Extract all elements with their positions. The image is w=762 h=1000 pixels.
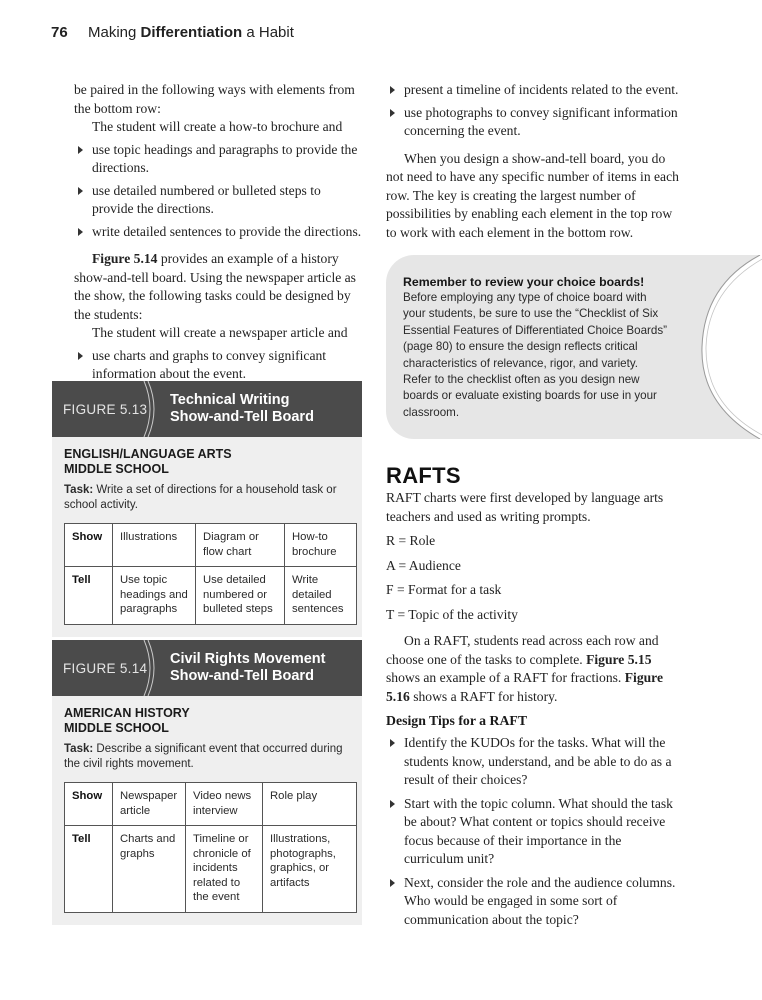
- list-item: Identify the KUDOs for the tasks. What will the students know, understand, and be able to do as a result of their choices?: [386, 734, 684, 790]
- row-header: Tell: [65, 826, 113, 913]
- list-item: use topic headings and paragraphs to provide the directions.: [74, 141, 364, 178]
- table-row: [65, 783, 357, 826]
- list-item: present a timeline of incidents related to the event.: [386, 81, 684, 100]
- table-cell: How-to brochure: [285, 524, 357, 567]
- bullet-icon: [78, 228, 83, 236]
- rafts-intro: RAFT charts were first developed by language arts teachers and used as writing prompts.: [386, 490, 664, 524]
- newspaper-task-list: [74, 347, 364, 384]
- figure-task: Task: Write a set of directions for a household task or school activity.: [64, 484, 337, 511]
- show-and-tell-table: [64, 782, 357, 913]
- figure-reference: Figure 5.16: [386, 670, 663, 704]
- figure-label: FIGURE 5.14: [63, 660, 148, 676]
- right-column-top: [386, 81, 684, 242]
- figure-label: FIGURE 5.13: [63, 401, 148, 417]
- bullet-icon: [78, 146, 83, 154]
- lead-in-brochure: The student will create a how-to brochure and: [92, 119, 343, 134]
- running-header: [51, 24, 294, 41]
- bullet-icon: [390, 739, 395, 747]
- figure-title: Civil Rights Movement Show-and-Tell Board: [170, 651, 326, 684]
- decorative-arc-icon: [694, 255, 762, 439]
- row-header: Tell: [65, 567, 113, 625]
- rafts-section: [386, 463, 684, 933]
- table-cell: Use detailed numbered or bulleted steps: [196, 567, 285, 625]
- table-cell: Use topic headings and paragraphs: [113, 567, 196, 625]
- definition-topic: T = Topic of the activity: [386, 606, 518, 622]
- intro-paragraph: be paired in the following ways with elements from the bottom row:: [74, 82, 355, 116]
- table-row: [65, 524, 357, 567]
- figure-reference: Figure 5.14: [92, 251, 158, 266]
- page-number: 76: [51, 24, 68, 41]
- table-cell: Video news interview: [186, 783, 263, 826]
- definition-audience: A = Audience: [386, 557, 461, 573]
- list-item: Next, consider the role and the audience columns. Who would be engaged in some sort of communication about the topic?: [386, 874, 684, 930]
- bracket-arc-icon: [140, 640, 164, 696]
- table-cell: Timeline or chronicle of incidents related to the event: [186, 826, 263, 913]
- table-cell: Charts and graphs: [113, 826, 186, 913]
- bullet-icon: [78, 187, 83, 195]
- figure-514-paragraph: Figure 5.14 provides an example of a history show-and-tell board. Using the newspaper article as the show, the following tasks could be designed by the students:: [74, 251, 356, 322]
- figure-5-13: [52, 381, 362, 637]
- section-heading: RAFTS: [386, 463, 461, 488]
- design-paragraph: When you design a show-and-tell board, you do not need to have any specific number of items in each row. The key is creating the largest number of possibilities by enabling each element in the top row to work with each element in the bottom row.: [386, 150, 679, 240]
- definition-format: F = Format for a task: [386, 582, 502, 597]
- table-row: [65, 567, 357, 625]
- figure-5-14: [52, 640, 362, 925]
- lead-in-newspaper: The student will create a newspaper article and: [92, 325, 348, 340]
- brochure-task-list: [74, 141, 364, 242]
- design-tips-list: [386, 734, 684, 929]
- bullet-icon: [390, 86, 395, 94]
- bullet-icon: [390, 879, 395, 887]
- list-item: use photographs to convey significant information concerning the event.: [386, 104, 684, 141]
- definition-role: R = Role: [386, 533, 436, 548]
- bracket-arc-icon: [140, 381, 164, 437]
- callout-title: Remember to review your choice boards!: [403, 275, 645, 289]
- bullet-icon: [390, 109, 395, 117]
- figure-title: Technical Writing Show-and-Tell Board: [170, 392, 314, 425]
- table-cell: Diagram or flow chart: [196, 524, 285, 567]
- table-cell: Role play: [263, 783, 357, 826]
- callout-content: [403, 274, 668, 421]
- row-header: Show: [65, 783, 113, 826]
- figure-header: [52, 640, 362, 696]
- list-item: write detailed sentences to provide the directions.: [74, 223, 364, 242]
- row-header: Show: [65, 524, 113, 567]
- table-cell: Newspaper article: [113, 783, 186, 826]
- callout-text: Before employing any type of choice board with your students, be sure to use the “Checklist of Six Essential Features of Differentiated Choice Boards” (page 80) to ensure the design reflects critical characteristics of relevance, rigor, and variety. Refer to the checklist often as you design new boards or evaluate existing boards for use in your classroom.: [403, 291, 668, 419]
- bullet-icon: [78, 352, 83, 360]
- figure-reference: Figure 5.15: [586, 651, 652, 667]
- figure-body: [52, 696, 362, 925]
- list-item: use charts and graphs to convey significant information about the event.: [74, 347, 364, 384]
- show-and-tell-table: [64, 523, 357, 625]
- event-task-list: [386, 81, 684, 141]
- figure-body: [52, 437, 362, 637]
- book-title: Making Differentiation a Habit: [88, 24, 294, 41]
- table-cell: Illustrations, photographs, graphics, or artifacts: [263, 826, 357, 913]
- figure-subject: ENGLISH/LANGUAGE ARTS MIDDLE SCHOOL: [64, 447, 232, 476]
- reminder-callout: [386, 255, 762, 439]
- rafts-examples-paragraph: On a RAFT, students read across each row and choose one of the tasks to complete. Figure 5.15 shows an example of a RAFT for fractions. Figure 5.16 shows a RAFT for history.: [386, 633, 663, 704]
- left-column: [74, 81, 364, 388]
- figure-header: [52, 381, 362, 437]
- table-cell: Illustrations: [113, 524, 196, 567]
- figure-task: Task: Describe a significant event that occurred during the civil rights movement.: [64, 743, 343, 770]
- list-item: use detailed numbered or bulleted steps to provide the directions.: [74, 182, 364, 219]
- table-row: [65, 826, 357, 913]
- design-tips-heading: Design Tips for a RAFT: [386, 713, 528, 728]
- table-cell: Write detailed sentences: [285, 567, 357, 625]
- figure-subject: AMERICAN HISTORY MIDDLE SCHOOL: [64, 706, 190, 735]
- bullet-icon: [390, 800, 395, 808]
- list-item: Start with the topic column. What should the task be about? What content or topics should receive focus because of their importance in the curriculum unit?: [386, 795, 684, 869]
